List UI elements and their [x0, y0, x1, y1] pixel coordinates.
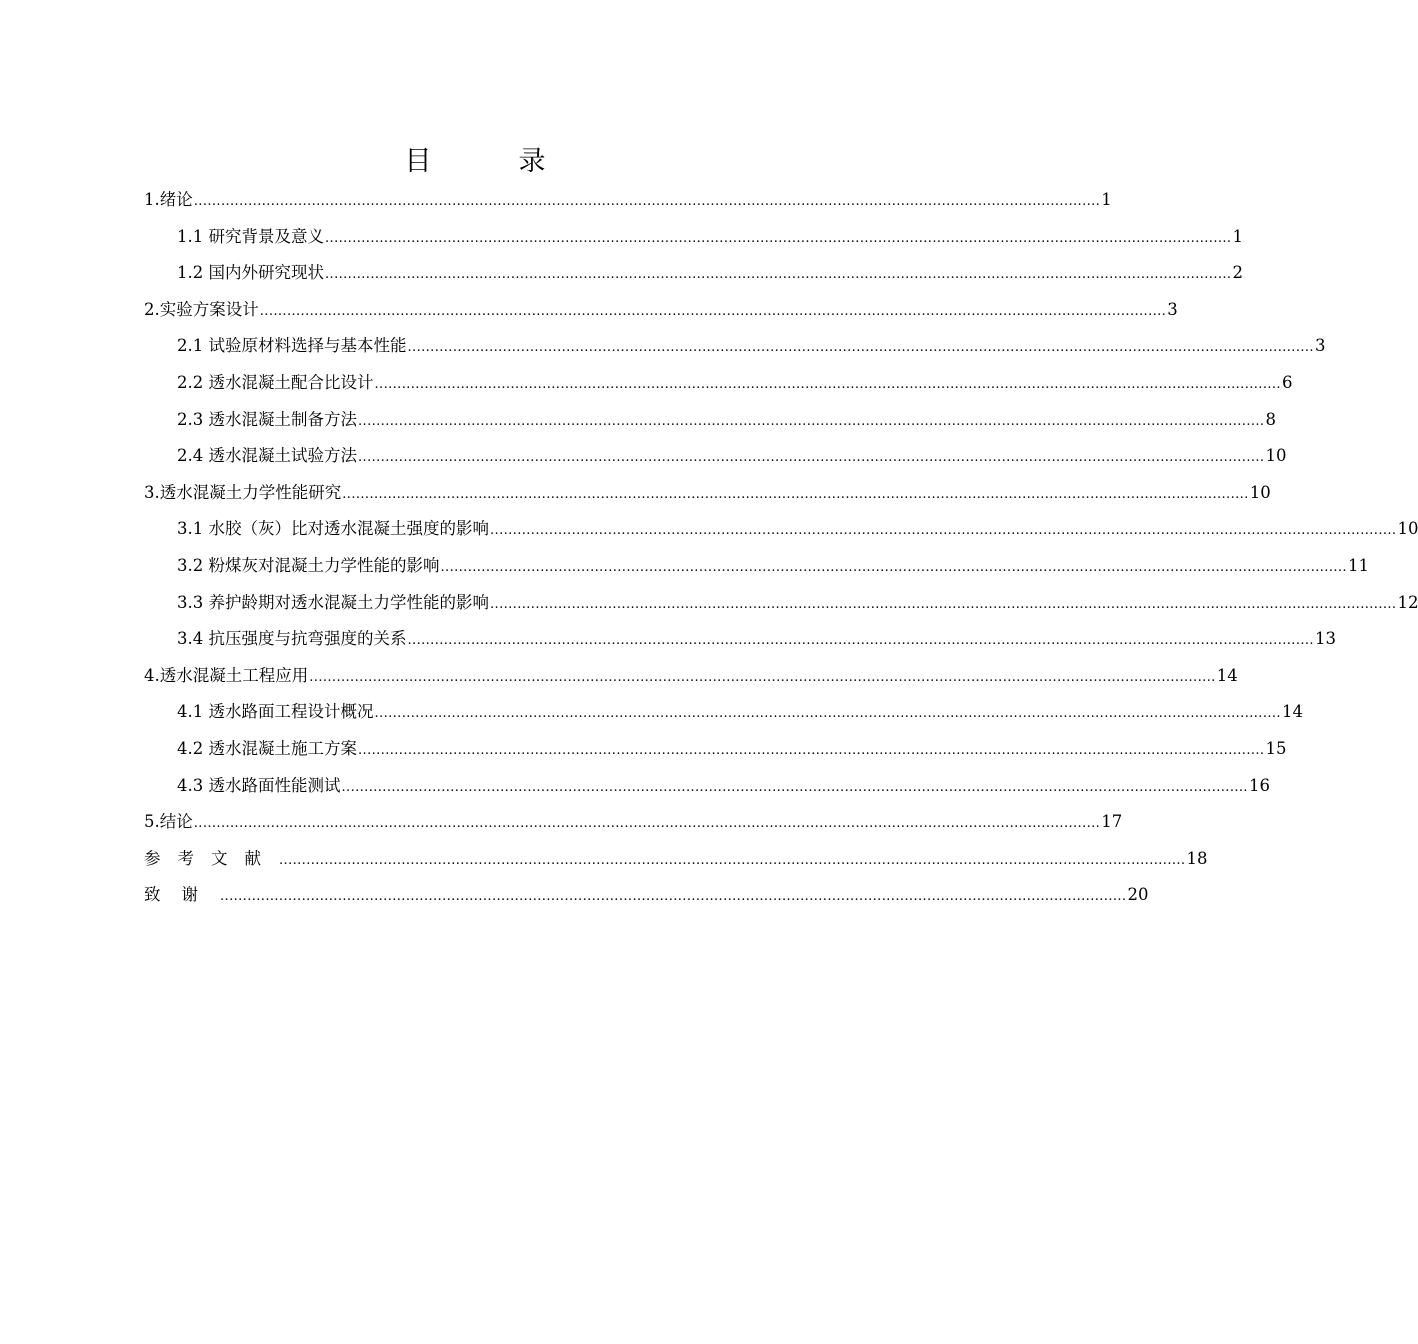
- toc-dot-leader: ........................................................................................................................................................................................................: [374, 706, 1281, 722]
- toc-dot-leader: ........................................................................................................................................................................................................: [325, 230, 1232, 246]
- toc-entry[interactable]: [144, 365, 1293, 402]
- toc-page-number: 3: [1167, 299, 1178, 319]
- toc-entry[interactable]: [144, 219, 1243, 256]
- toc-dot-leader: ........................................................................................................................................................................................................: [407, 340, 1314, 356]
- toc-dot-leader: ........................................................................................................................................................................................................: [193, 194, 1101, 209]
- toc-page-number: 20: [1127, 885, 1149, 905]
- toc-entry-label: 1.1 研究背景及意义: [177, 226, 324, 246]
- toc-entry[interactable]: [144, 548, 1369, 585]
- toc-entry-label: 3.4 抗压强度与抗弯强度的关系: [177, 629, 407, 649]
- toc-page-number: 8: [1265, 409, 1276, 429]
- toc-page-number: 13: [1314, 629, 1336, 649]
- toc-page-number: 10: [1265, 446, 1287, 466]
- toc-dot-leader: ........................................................................................................................................................................................................: [358, 450, 1265, 466]
- toc-entry[interactable]: [144, 438, 1287, 475]
- toc-entry[interactable]: [144, 804, 1123, 841]
- toc-entry-label: 3.2 粉煤灰对混凝土力学性能的影响: [177, 555, 440, 575]
- toc-dot-leader: ........................................................................................................................................................................................................: [325, 267, 1232, 283]
- toc-page-number: 10: [1249, 482, 1271, 502]
- toc-dot-leader: ........................................................................................................................................................................................................: [358, 413, 1265, 429]
- toc-entry[interactable]: [144, 694, 1303, 731]
- toc-entry-label: 3.透水混凝土力学性能研究: [144, 482, 342, 502]
- toc-list: [144, 182, 1418, 914]
- toc-entry-label: 3.1 水胶（灰）比对透水混凝土强度的影响: [177, 519, 489, 539]
- toc-entry[interactable]: [144, 621, 1336, 658]
- toc-entry-label: 4.2 透水混凝土施工方案: [177, 738, 357, 758]
- toc-dot-leader: ........................................................................................................................................................................................................: [279, 852, 1186, 868]
- toc-page-number: 14: [1216, 665, 1238, 685]
- toc-dot-leader: ........................................................................................................................................................................................................: [358, 742, 1265, 758]
- toc-entry[interactable]: [144, 475, 1271, 512]
- toc-entry[interactable]: [144, 877, 1149, 914]
- toc-entry-label: 参考文献: [144, 848, 278, 868]
- toc-entry[interactable]: [144, 402, 1276, 439]
- toc-entry-label: 4.3 透水路面性能测试: [177, 775, 341, 795]
- toc-entry[interactable]: [144, 292, 1178, 329]
- toc-entry-label: 致谢: [144, 885, 219, 905]
- toc-page-number: 1: [1232, 226, 1243, 246]
- toc-entry-label: 1.2 国内外研究现状: [177, 263, 324, 283]
- toc-dot-leader: ........................................................................................................................................................................................................: [407, 633, 1314, 649]
- toc-entry-label: 2.1 试验原材料选择与基本性能: [177, 336, 407, 356]
- toc-page-number: 3: [1314, 336, 1326, 356]
- toc-page-number: 15: [1265, 738, 1287, 758]
- toc-entry[interactable]: [144, 328, 1326, 365]
- toc-page-number: 12: [1397, 592, 1418, 612]
- toc-entry[interactable]: [144, 658, 1238, 695]
- toc-entry-label: 2.实验方案设计: [144, 299, 259, 319]
- toc-page-number: 17: [1101, 812, 1123, 832]
- toc-page-number: 16: [1248, 775, 1270, 795]
- toc-dot-leader: ........................................................................................................................................................................................................: [193, 816, 1101, 832]
- toc-entry[interactable]: [144, 255, 1243, 292]
- toc-entry-label: 2.3 透水混凝土制备方法: [177, 409, 357, 429]
- toc-entry[interactable]: [144, 182, 1112, 219]
- toc-entry-label: 4.1 透水路面工程设计概况: [177, 702, 374, 722]
- toc-entry[interactable]: [144, 841, 1208, 878]
- toc-entry-label: 5.结论: [144, 812, 193, 832]
- toc-dot-leader: ........................................................................................................................................................................................................: [259, 303, 1167, 319]
- toc-page-number: 2: [1232, 263, 1243, 283]
- toc-page-number: 11: [1347, 555, 1369, 575]
- toc-entry-label: 2.2 透水混凝土配合比设计: [177, 372, 374, 392]
- toc-dot-leader: ........................................................................................................................................................................................................: [440, 559, 1347, 575]
- toc-entry-label: 3.3 养护龄期对透水混凝土力学性能的影响: [177, 592, 489, 612]
- toc-entry[interactable]: [144, 768, 1270, 805]
- toc-entry-label: 1.绪论: [144, 190, 193, 209]
- toc-dot-leader: ........................................................................................................................................................................................................: [374, 376, 1281, 392]
- toc-entry-label: 4.透水混凝土工程应用: [144, 665, 309, 685]
- toc-title: 目 录: [404, 146, 576, 177]
- toc-entry[interactable]: [144, 731, 1287, 768]
- toc-entry-label: 2.4 透水混凝土试验方法: [177, 446, 357, 466]
- toc-page-number: 10: [1397, 519, 1418, 539]
- toc-dot-leader: ........................................................................................................................................................................................................: [342, 486, 1249, 502]
- toc-page-number: 6: [1281, 372, 1293, 392]
- toc-dot-leader: ........................................................................................................................................................................................................: [309, 669, 1216, 685]
- toc-dot-leader: ........................................................................................................................................................................................................: [341, 779, 1248, 795]
- toc-dot-leader: ........................................................................................................................................................................................................: [220, 889, 1127, 905]
- toc-entry[interactable]: [144, 585, 1418, 622]
- toc-page-number: 18: [1186, 848, 1208, 868]
- toc-page-number: 1: [1101, 190, 1112, 209]
- toc-dot-leader: ........................................................................................................................................................................................................: [490, 523, 1397, 539]
- toc-entry[interactable]: [144, 511, 1418, 548]
- toc-page-number: 14: [1281, 702, 1303, 722]
- toc-dot-leader: ........................................................................................................................................................................................................: [490, 596, 1397, 612]
